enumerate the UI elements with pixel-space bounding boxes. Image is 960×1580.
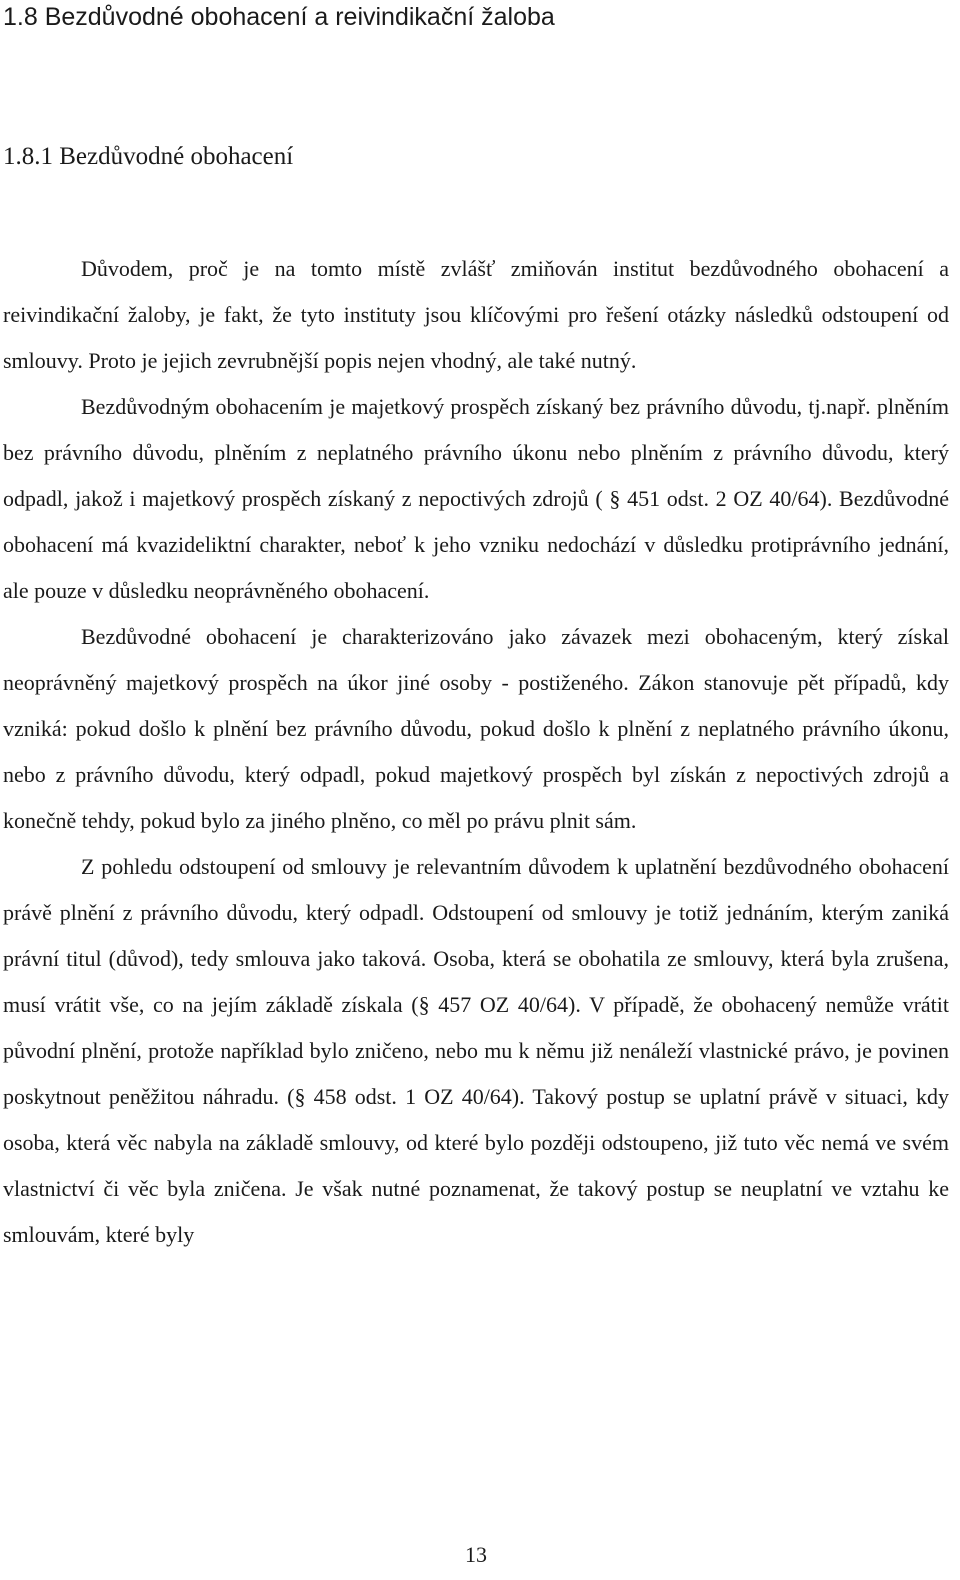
- paragraph-withdrawal: Z pohledu odstoupení od smlouvy je relevantním důvodem k uplatnění bezdůvodného obohacení právě plnění z právního důvodu, který odpadl. Odstoupení od smlouvy je totiž jednáním, kterým zaniká právní titul (důvod), tedy smlouva jako taková. Osoba, která se obohatila ze smlouvy, která byla zrušena, musí vrátit vše, co na jejím základě získala (§ 457 OZ 40/64). V případě, že obohacený nemůže vrátit původní plnění, protože například bylo zničeno, nebo mu k němu již nenáleží vlastnické právo, je povinen poskytnout peněžitou náhradu. (§ 458 odst. 1 OZ 40/64). Takový postup se uplatní právě v situaci, kdy osoba, která věc nabyla na základě smlouvy, od které bylo později odstoupeno, již tuto věc nemá ve svém vlastnictví či věc byla zničena. Je však nutné poznamenat, že takový postup se neuplatní ve vztahu ke smlouvám, které byly: [3, 854, 949, 1247]
- body-text: [3, 246, 949, 1258]
- paragraph-characterization: Bezdůvodné obohacení je charakterizováno jako závazek mezi obohaceným, který získal neoprávněný majetkový prospěch na úkor jiné osoby - postiženého. Zákon stanovuje pět případů, kdy vzniká: pokud došlo k plnění bez právního důvodu, pokud došlo k plnění z neplatného právního úkonu, nebo z právního důvodu, který odpadl, pokud majetkový prospěch byl získán z nepoctivých zdrojů a konečně tehdy, pokud bylo za jiného plněno, co měl po právu plnit sám.: [3, 624, 949, 833]
- paragraph-definition: Bezdůvodným obohacením je majetkový prospěch získaný bez právního důvodu, tj.např. plněním bez právního důvodu, plněním z neplatného právního úkonu nebo plněním z právního důvodu, který odpadl, jakož i majetkový prospěch získaný z nepoctivých zdrojů ( § 451 odst. 2 OZ 40/64). Bezdůvodné obohacení má kvazideliktní charakter, neboť k jeho vzniku nedochází v důsledku protiprávního jednání, ale pouze v důsledku neoprávněného obohacení.: [3, 394, 949, 603]
- section-heading: 1.8 Bezdůvodné obohacení a reivindikační žaloba: [3, 3, 555, 31]
- paragraph-intro: Důvodem, proč je na tomto místě zvlášť zmiňován institut bezdůvodného obohacení a reivindikační žaloby, je fakt, že tyto instituty jsou klíčovými pro řešení otázky následků odstoupení od smlouvy. Proto je jejich zevrubnější popis nejen vhodný, ale také nutný.: [3, 256, 949, 373]
- subsection-heading: 1.8.1 Bezdůvodné obohacení: [3, 143, 294, 170]
- page-number: 13: [465, 1542, 487, 1567]
